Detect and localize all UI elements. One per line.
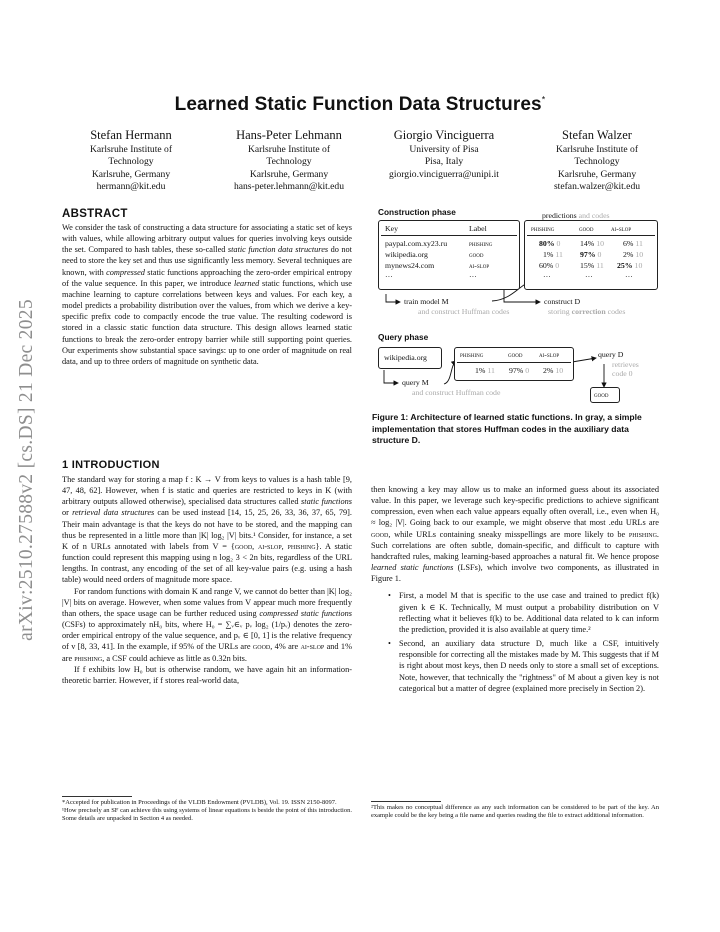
query-key-box: wikipedia.org <box>378 347 442 369</box>
author-4: Stefan Walzer Karlsruhe Institute of Technology Karlsruhe, Germany stefan.walzer@kit.edu <box>553 128 641 193</box>
figure-caption: Figure 1: Architecture of learned static functions. In gray, a simple implementation that stores Huffman codes in the auxiliary data structure D. <box>372 412 642 446</box>
construct-d-gray: storing correction codes <box>548 307 626 316</box>
abstract-heading: ABSTRACT <box>62 208 128 220</box>
predictions-label: predictions and codes <box>542 211 610 220</box>
footnote-right: ²This makes no conceptual difference as any such information can be considered to be part of the key. An example could be the key being a file name and queries reading the file to extract additional information. <box>371 804 659 820</box>
author-1: Stefan Hermann Karlsruhe Institute of Technology Karlsruhe, Germany hermann@kit.edu <box>89 128 173 193</box>
training-table: Key Label paypal.com.xy23.ru phishing wikipedia.org good mynews24.com ai-slop ··· ··· <box>378 220 520 290</box>
train-model-gray: and construct Huffman codes <box>418 307 510 316</box>
code-gray: code 0 <box>612 369 633 378</box>
query-m-gray: and construct Huffman code <box>412 388 501 397</box>
introduction-body: The standard way for storing a map f : K → V from keys to values is a hash table [9, 47, 48, 62]. However, when f is static and queries are restricted to keys in K (with arbitrary outputs allowed otherwise), specialised data structures called static functions or retrieval data structures can be used instead [14, 15, 25, 26, 33, 36, 37, 65, 79]. Their main advantage is that the keys do not have to be stored, and the mapping can thus be represented in a little more than |K| log₂ |V| bits.¹ Consider, for instance, a set K of n URLs annotated with labels from V = {good, ai-slop, phishing}. A static function could represent this mapping using n log₂ 3 < 2n bits, regardless of the URL lengths. In contrast, any encoding of the set of all key-value pairs (e.g. using a hash table) would need orders of magnitude more space. For random functions with domain K and range V, we cannot do better than |K| log₂ |V| bits on average. However, when some values from V appear much more frequently than others, the space usage can be further reduced using compressed static functions (CSFs) to approximately nH₀ bits, where H₀ = ∑ᵥ∈ᵥ pᵥ log₂ (1/pᵥ) denotes the zero-order empirical entropy of the value sequence, and pᵥ ∈ [0, 1] is the relative frequency of v [8, 33, 41]. In the example, if 95% of the URLs are good, 4% are ai-slop and 1% are phishing, a CSF could achieve as little as 0.32n bits. If f exhibits low H₀ but is otherwise random, we have again hit an information-theoretic barrier. However, if f stores real-world data, <box>62 475 352 685</box>
author-3: Giorgio Vinciguerra University of Pisa Pisa, Italy giorgio.vinciguerra@unipi.it <box>389 128 499 180</box>
query-d-label: query D <box>598 350 624 359</box>
bullet-model: • First, a model M that is specific to the use case and trained to predict f(k) given k ∈ K. Technically, M must output a probability distribution on V reflecting what it believes f(k) to be. Additional data related to k can inform the prediction, provided it is also available at query time.² <box>371 590 659 635</box>
author-list <box>66 127 666 194</box>
arxiv-stamp: arXiv:2510.27588v2 [cs.DS] 21 Dec 2025 <box>16 299 37 641</box>
retrieves-gray: retrieves <box>612 360 639 369</box>
abstract-body: We consider the task of constructing a data structure for associating a static set of keys with values, while allowing arbitrary output values for queries involving keys outside the set. Compared to hash tables, these so-called static function data structures do not need to store the key set and thus use significantly less memory. Several techniques are known, with compressed static functions approaching the zero-order empirical entropy of the value sequence. In this paper, we introduce learned static functions, which use machine learning to capture correlations between keys and values. For each key, a model predicts a probability distribution over the values, from which we derive a key-specific prefix code to compactly encode the true value. The resulting codeword is stored in a classic static function data structure. This design allows learned static functions to break the zero-order entropy barrier while still supporting point queries. Our experiments show substantial space savings: up to one order of magnitude on real data, and up to three orders of magnitude on synthetic data. <box>62 223 352 366</box>
query-m-label: query M <box>402 378 429 387</box>
author-2: Hans-Peter Lehmann Karlsruhe Institute of Technology Karlsruhe, Germany hans-peter.lehmann@kit.edu <box>233 128 345 193</box>
predictions-table: phishing good ai-slop 80% 0 14% 10 6% 11 1% 11 97% 0 2% 10 60% 0 15% 11 25% 10 ··· ··· ··· <box>524 220 658 290</box>
introduction-heading: 1 INTRODUCTION <box>62 459 160 471</box>
bullet-aux-structure: • Second, an auxiliary data structure D, much like a CSF, intuitively responsible for correcting all the mistakes made by M. This suggests that if M is right about most keys, then D needs only to store a small set of exceptions. Note, however, that technically the "rightness" of M about a given key is not categorical but a matter of degree (explained more precisely in Section 2). <box>371 638 659 694</box>
query-prediction-table: phishing good ai-slop 1% 11 97% 0 2% 10 <box>454 347 574 381</box>
query-phase-label: Query phase <box>378 332 429 342</box>
figure-1 <box>372 204 662 434</box>
construction-phase-label: Construction phase <box>378 207 456 217</box>
train-model-label: train model M <box>404 297 449 306</box>
right-column-body: then knowing a key may allow us to make an informed guess about its associated value. In this paper, we leverage such key-specific predictions to achieve significant compression, even when each value appears equally often overall, i.e., even when H₀ ≈ log₂ |V|. Going back to our example, we might observe that most .edu URLs are good, while URLs containing sneaky misspellings are more likely to be phishing. Such correlations are often subtle, domain-specific, and difficult to capture with handcrafted rules, making learning-based approaches a natural fit. We hence propose learned static functions (LSFs), which involve two components, as illustrated in Figure 1. • First, a model M that is specific to the use case and trained to predict f(k) given k ∈ K. Technically, M must output a probability distribution on V reflecting what it believes f(k) to be. Additional data related to k can inform the prediction, provided it is also available at query time.² • Second, an auxiliary data structure D, much like a CSF, intuitively responsible for correcting all the mistakes made by M. This suggests that if M is right about most keys, then D needs only to store a small set of exceptions. Note, however, that technically the "rightness" of M about a given key is not categorical but a matter of degree (explained more precisely in Section 2). <box>371 484 659 697</box>
construct-d-label: construct D <box>544 297 581 306</box>
footnotes-left: *Accepted for publication in Proceedings of the VLDB Endowment (PVLDB), Vol. 19. ISSN 2150-8097. ¹How precisely an SF can achieve this using systems of linear equations is beside the point of this introduction. Some details are unpacked in Section 4 as needed. <box>62 799 352 823</box>
paper-title: Learned Static Function Data Structures* <box>174 94 546 115</box>
result-box: good <box>590 387 620 403</box>
